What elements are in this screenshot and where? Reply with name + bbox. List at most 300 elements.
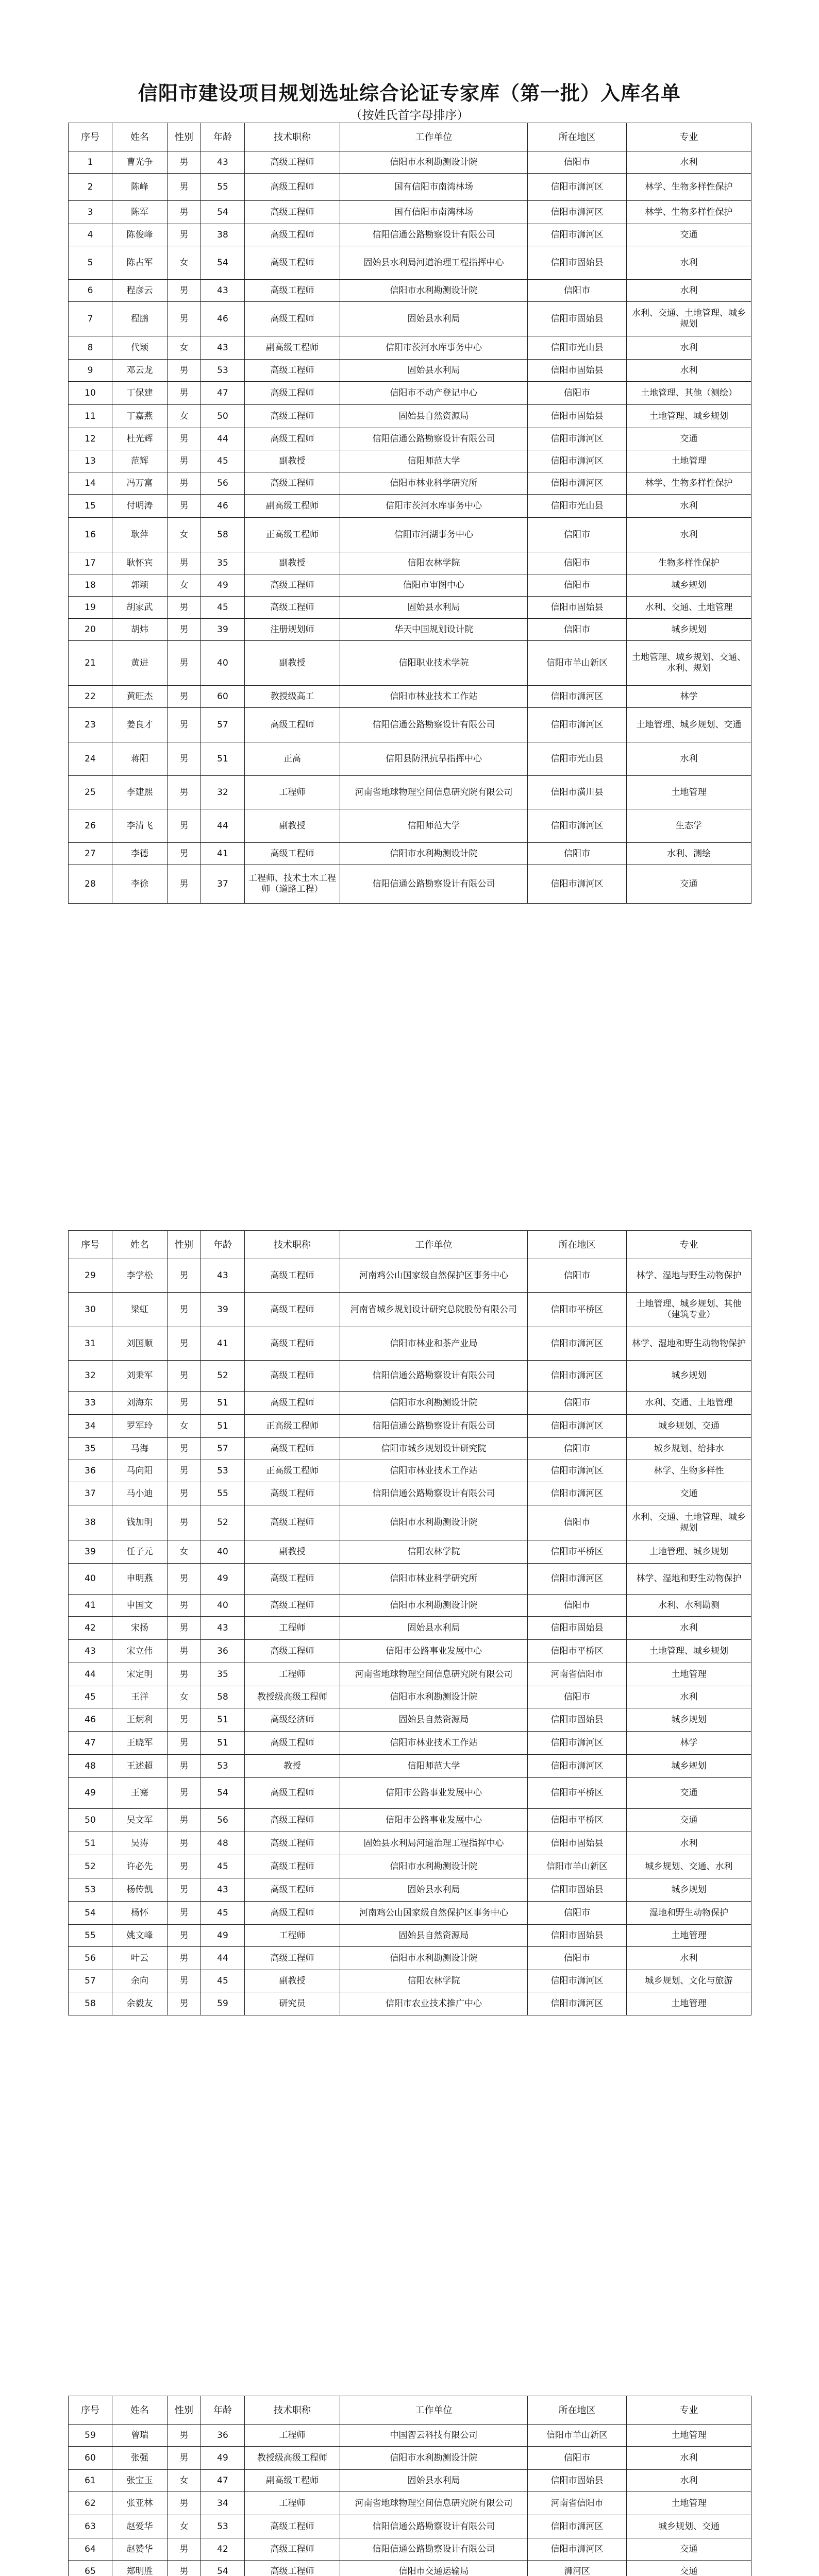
cell-title: 正高 xyxy=(245,742,340,776)
cell-index: 48 xyxy=(69,1755,112,1778)
cell-employer: 信阳县防汛抗旱指挥中心 xyxy=(340,742,528,776)
cell-title: 高级工程师 xyxy=(245,1564,340,1595)
cell-name: 郭颖 xyxy=(112,574,168,597)
cell-age: 32 xyxy=(201,776,245,809)
table-row xyxy=(69,1663,751,1686)
cell-name: 李学松 xyxy=(112,1259,168,1293)
cell-age: 41 xyxy=(201,843,245,865)
cell-name: 李德 xyxy=(112,843,168,865)
cell-name: 郑明胜 xyxy=(112,2561,168,2576)
cell-region: 信阳市羊山新区 xyxy=(528,1855,627,1878)
cell-title: 副高级工程师 xyxy=(245,495,340,518)
table-row xyxy=(69,1992,751,2015)
cell-title: 高级工程师 xyxy=(245,1640,340,1663)
cell-name: 代颖 xyxy=(112,336,168,360)
cell-age: 52 xyxy=(201,1505,245,1540)
table-row xyxy=(69,201,751,224)
table-row xyxy=(69,1855,751,1878)
cell-specialty: 土地管理、其他（测绘） xyxy=(627,382,751,405)
table-row xyxy=(69,1732,751,1755)
cell-name: 丁保建 xyxy=(112,382,168,405)
cell-index: 41 xyxy=(69,1595,112,1617)
cell-age: 37 xyxy=(201,865,245,904)
cell-specialty: 土地管理、城乡规划、交通 xyxy=(627,708,751,742)
cell-region: 信阳市浉河区 xyxy=(528,2538,627,2561)
cell-specialty: 生物多样性保护 xyxy=(627,552,751,574)
cell-name: 陈占军 xyxy=(112,246,168,280)
cell-age: 56 xyxy=(201,1809,245,1832)
cell-gender: 男 xyxy=(168,174,201,201)
cell-name: 马小迪 xyxy=(112,1482,168,1505)
cell-employer: 固始县水利局河道治理工程指挥中心 xyxy=(340,1832,528,1855)
cell-region: 信阳市平桥区 xyxy=(528,1293,627,1327)
cell-name: 王洋 xyxy=(112,1686,168,1708)
cell-gender: 男 xyxy=(168,1878,201,1902)
cell-gender: 女 xyxy=(168,574,201,597)
cell-index: 7 xyxy=(69,302,112,336)
column-header-index: 序号 xyxy=(69,2396,112,2425)
cell-age: 36 xyxy=(201,2425,245,2447)
cell-index: 52 xyxy=(69,1855,112,1878)
cell-title: 高级工程师 xyxy=(245,2515,340,2538)
cell-gender: 男 xyxy=(168,2538,201,2561)
cell-index: 60 xyxy=(69,2447,112,2470)
cell-age: 52 xyxy=(201,1361,245,1392)
cell-specialty: 水利 xyxy=(627,336,751,360)
cell-index: 27 xyxy=(69,843,112,865)
cell-region: 信阳市 xyxy=(528,1947,627,1970)
cell-specialty: 水利 xyxy=(627,2470,751,2492)
table-row xyxy=(69,597,751,619)
cell-index: 37 xyxy=(69,1482,112,1505)
cell-index: 34 xyxy=(69,1415,112,1438)
cell-title: 副教授 xyxy=(245,1970,340,1992)
cell-gender: 男 xyxy=(168,428,201,450)
cell-name: 张亚林 xyxy=(112,2492,168,2515)
cell-region: 信阳市浉河区 xyxy=(528,865,627,904)
cell-name: 李清飞 xyxy=(112,809,168,843)
cell-title: 教授级高级工程师 xyxy=(245,1686,340,1708)
cell-age: 40 xyxy=(201,641,245,686)
table-row xyxy=(69,336,751,360)
cell-gender: 女 xyxy=(168,2515,201,2538)
cell-index: 24 xyxy=(69,742,112,776)
cell-gender: 男 xyxy=(168,1595,201,1617)
cell-name: 王騫 xyxy=(112,1778,168,1809)
cell-specialty: 水利、交通、土地管理 xyxy=(627,597,751,619)
cell-title: 高级工程师 xyxy=(245,1259,340,1293)
cell-name: 许必先 xyxy=(112,1855,168,1878)
cell-employer: 固始县自然资源局 xyxy=(340,405,528,428)
cell-title: 高级工程师 xyxy=(245,224,340,246)
cell-title: 工程师 xyxy=(245,1663,340,1686)
cell-index: 61 xyxy=(69,2470,112,2492)
cell-employer: 华天中国规划设计院 xyxy=(340,619,528,641)
table-row xyxy=(69,619,751,641)
cell-region: 河南省信阳市 xyxy=(528,2492,627,2515)
cell-region: 信阳市浉河区 xyxy=(528,1482,627,1505)
table-row xyxy=(69,1970,751,1992)
cell-age: 38 xyxy=(201,224,245,246)
column-header-title: 技术职称 xyxy=(245,1231,340,1259)
cell-index: 26 xyxy=(69,809,112,843)
cell-age: 43 xyxy=(201,151,245,174)
cell-specialty: 土地管理、城乡规划 xyxy=(627,1640,751,1663)
cell-specialty: 水利 xyxy=(627,1617,751,1640)
cell-name: 蒋阳 xyxy=(112,742,168,776)
table-row xyxy=(69,382,751,405)
cell-region: 信阳市光山县 xyxy=(528,336,627,360)
cell-name: 王晓军 xyxy=(112,1732,168,1755)
cell-specialty: 土地管理 xyxy=(627,1925,751,1947)
cell-index: 40 xyxy=(69,1564,112,1595)
table-row xyxy=(69,246,751,280)
cell-title: 副高级工程师 xyxy=(245,336,340,360)
column-header-specialty: 专业 xyxy=(627,1231,751,1259)
cell-gender: 男 xyxy=(168,843,201,865)
cell-employer: 信阳市水利勘测设计院 xyxy=(340,1505,528,1540)
cell-title: 高级工程师 xyxy=(245,2538,340,2561)
cell-gender: 男 xyxy=(168,280,201,302)
cell-gender: 男 xyxy=(168,641,201,686)
cell-title: 高级工程师 xyxy=(245,574,340,597)
cell-employer: 中国智云科技有限公司 xyxy=(340,2425,528,2447)
cell-specialty: 城乡规划、交通、水利 xyxy=(627,1855,751,1878)
column-header-region: 所在地区 xyxy=(528,1231,627,1259)
cell-age: 35 xyxy=(201,552,245,574)
column-header-name: 姓名 xyxy=(112,123,168,151)
cell-gender: 男 xyxy=(168,495,201,518)
cell-name: 张宝玉 xyxy=(112,2470,168,2492)
cell-gender: 男 xyxy=(168,472,201,495)
cell-age: 48 xyxy=(201,1832,245,1855)
table-row xyxy=(69,1361,751,1392)
cell-employer: 信阳信通公路勘察设计有限公司 xyxy=(340,1361,528,1392)
table-row xyxy=(69,708,751,742)
cell-title: 高级工程师 xyxy=(245,1595,340,1617)
table-row xyxy=(69,552,751,574)
cell-specialty: 土地管理、城乡规划、交通、水利、规划 xyxy=(627,641,751,686)
cell-employer: 信阳信通公路勘察设计有限公司 xyxy=(340,428,528,450)
cell-specialty: 林学 xyxy=(627,686,751,708)
cell-name: 范辉 xyxy=(112,450,168,472)
cell-employer: 信阳市公路事业发展中心 xyxy=(340,1778,528,1809)
table-row xyxy=(69,2470,751,2492)
cell-employer: 信阳市水利勘测设计院 xyxy=(340,280,528,302)
cell-age: 53 xyxy=(201,2515,245,2538)
cell-region: 信阳市 xyxy=(528,1392,627,1415)
cell-index: 15 xyxy=(69,495,112,518)
cell-gender: 男 xyxy=(168,1778,201,1809)
table-row xyxy=(69,1564,751,1595)
cell-index: 5 xyxy=(69,246,112,280)
cell-index: 18 xyxy=(69,574,112,597)
cell-region: 信阳市固始县 xyxy=(528,1617,627,1640)
cell-specialty: 交通 xyxy=(627,1809,751,1832)
cell-gender: 女 xyxy=(168,405,201,428)
cell-specialty: 城乡规划、交通 xyxy=(627,2515,751,2538)
cell-age: 49 xyxy=(201,1925,245,1947)
cell-specialty: 交通 xyxy=(627,224,751,246)
cell-gender: 男 xyxy=(168,1832,201,1855)
cell-index: 17 xyxy=(69,552,112,574)
cell-region: 信阳市浉河区 xyxy=(528,1327,627,1361)
cell-employer: 信阳市农业技术推广中心 xyxy=(340,1992,528,2015)
cell-employer: 固始县水利局 xyxy=(340,2470,528,2492)
column-header-employer: 工作单位 xyxy=(340,123,528,151)
table-row xyxy=(69,1617,751,1640)
cell-specialty: 水利、交通、土地管理、城乡规划 xyxy=(627,302,751,336)
cell-employer: 信阳职业技术学院 xyxy=(340,641,528,686)
table-row xyxy=(69,1902,751,1925)
cell-age: 45 xyxy=(201,1855,245,1878)
cell-name: 程彦云 xyxy=(112,280,168,302)
cell-employer: 信阳市水利勘测设计院 xyxy=(340,1392,528,1415)
cell-title: 正高级工程师 xyxy=(245,1460,340,1482)
table-row xyxy=(69,1327,751,1361)
cell-specialty: 城乡规划、交通 xyxy=(627,1415,751,1438)
cell-gender: 男 xyxy=(168,1947,201,1970)
cell-specialty: 林学、生物多样性保护 xyxy=(627,201,751,224)
cell-title: 高级工程师 xyxy=(245,1482,340,1505)
cell-index: 16 xyxy=(69,518,112,552)
cell-age: 47 xyxy=(201,382,245,405)
cell-employer: 河南鸡公山国家级自然保护区事务中心 xyxy=(340,1902,528,1925)
cell-title: 高级工程师 xyxy=(245,472,340,495)
column-header-specialty: 专业 xyxy=(627,2396,751,2425)
cell-gender: 男 xyxy=(168,201,201,224)
cell-title: 高级工程师 xyxy=(245,1855,340,1878)
cell-gender: 女 xyxy=(168,1415,201,1438)
cell-region: 信阳市平桥区 xyxy=(528,1778,627,1809)
cell-age: 43 xyxy=(201,280,245,302)
cell-region: 信阳市平桥区 xyxy=(528,1640,627,1663)
cell-index: 25 xyxy=(69,776,112,809)
cell-specialty: 水利 xyxy=(627,246,751,280)
cell-specialty: 生态学 xyxy=(627,809,751,843)
cell-age: 43 xyxy=(201,1617,245,1640)
cell-index: 42 xyxy=(69,1617,112,1640)
cell-index: 38 xyxy=(69,1505,112,1540)
cell-index: 8 xyxy=(69,336,112,360)
cell-region: 信阳市固始县 xyxy=(528,597,627,619)
cell-specialty: 土地管理 xyxy=(627,450,751,472)
cell-region: 信阳市浉河区 xyxy=(528,2515,627,2538)
cell-age: 49 xyxy=(201,2447,245,2470)
cell-employer: 信阳市水利勘测设计院 xyxy=(340,1947,528,1970)
cell-name: 赵爱华 xyxy=(112,2515,168,2538)
cell-age: 53 xyxy=(201,360,245,382)
cell-region: 河南省信阳市 xyxy=(528,1663,627,1686)
cell-employer: 国有信阳市南湾林场 xyxy=(340,174,528,201)
cell-employer: 信阳市林业技术工作站 xyxy=(340,1460,528,1482)
table-row xyxy=(69,360,751,382)
cell-index: 12 xyxy=(69,428,112,450)
cell-employer: 信阳信通公路勘察设计有限公司 xyxy=(340,2538,528,2561)
cell-specialty: 林学、湿地和野生动物物保护 xyxy=(627,1327,751,1361)
cell-age: 45 xyxy=(201,1902,245,1925)
cell-index: 57 xyxy=(69,1970,112,1992)
cell-employer: 固始县自然资源局 xyxy=(340,1708,528,1732)
cell-gender: 男 xyxy=(168,2492,201,2515)
cell-title: 副教授 xyxy=(245,1540,340,1564)
table-row xyxy=(69,742,751,776)
cell-specialty: 水利、交通、土地管理 xyxy=(627,1392,751,1415)
cell-age: 47 xyxy=(201,2470,245,2492)
cell-employer: 信阳信通公路勘察设计有限公司 xyxy=(340,865,528,904)
cell-title: 工程师 xyxy=(245,2425,340,2447)
cell-gender: 女 xyxy=(168,518,201,552)
cell-name: 钱加明 xyxy=(112,1505,168,1540)
table-header-row xyxy=(69,2396,751,2425)
cell-specialty: 水利 xyxy=(627,280,751,302)
cell-age: 55 xyxy=(201,1482,245,1505)
cell-region: 信阳市浉河区 xyxy=(528,1732,627,1755)
cell-title: 工程师、技术土木工程师（道路工程） xyxy=(245,865,340,904)
table-row xyxy=(69,1415,751,1438)
cell-age: 49 xyxy=(201,574,245,597)
cell-specialty: 城乡规划 xyxy=(627,619,751,641)
cell-region: 信阳市平桥区 xyxy=(528,1809,627,1832)
cell-gender: 男 xyxy=(168,1438,201,1460)
cell-gender: 男 xyxy=(168,1902,201,1925)
cell-region: 信阳市 xyxy=(528,843,627,865)
column-header-region: 所在地区 xyxy=(528,123,627,151)
cell-employer: 信阳市水利勘测设计院 xyxy=(340,1686,528,1708)
cell-region: 信阳市浉河区 xyxy=(528,450,627,472)
cell-specialty: 林学、湿地和野生动物保护 xyxy=(627,1564,751,1595)
cell-specialty: 水利 xyxy=(627,518,751,552)
cell-gender: 男 xyxy=(168,1564,201,1595)
cell-specialty: 交通 xyxy=(627,2538,751,2561)
cell-gender: 男 xyxy=(168,865,201,904)
cell-name: 宋定明 xyxy=(112,1663,168,1686)
page-title: 信阳市建设项目规划选址综合论证专家库（第一批）入库名单 xyxy=(138,82,681,105)
cell-age: 59 xyxy=(201,1992,245,2015)
cell-region: 信阳市浉河区 xyxy=(528,201,627,224)
cell-specialty: 交通 xyxy=(627,1778,751,1809)
column-header-age: 年龄 xyxy=(201,123,245,151)
cell-specialty: 城乡规划 xyxy=(627,1755,751,1778)
cell-region: 信阳市浉河区 xyxy=(528,1361,627,1392)
cell-region: 信阳市 xyxy=(528,151,627,174)
cell-index: 62 xyxy=(69,2492,112,2515)
cell-region: 信阳市光山县 xyxy=(528,742,627,776)
table-row xyxy=(69,1640,751,1663)
cell-region: 浉河区 xyxy=(528,2561,627,2576)
column-header-index: 序号 xyxy=(69,1231,112,1259)
table-row xyxy=(69,1293,751,1327)
cell-region: 信阳市浉河区 xyxy=(528,174,627,201)
cell-index: 33 xyxy=(69,1392,112,1415)
cell-employer: 信阳师范大学 xyxy=(340,450,528,472)
cell-region: 信阳市 xyxy=(528,1505,627,1540)
cell-specialty: 城乡规划、给排水 xyxy=(627,1438,751,1460)
column-header-gender: 性别 xyxy=(168,123,201,151)
cell-title: 正高级工程师 xyxy=(245,518,340,552)
cell-name: 耿怀宾 xyxy=(112,552,168,574)
cell-name: 付明涛 xyxy=(112,495,168,518)
table-row xyxy=(69,1392,751,1415)
cell-title: 高级工程师 xyxy=(245,1392,340,1415)
cell-age: 45 xyxy=(201,597,245,619)
cell-age: 46 xyxy=(201,302,245,336)
cell-age: 46 xyxy=(201,495,245,518)
cell-index: 45 xyxy=(69,1686,112,1708)
cell-age: 45 xyxy=(201,1970,245,1992)
cell-employer: 信阳市林业和茶产业局 xyxy=(340,1327,528,1361)
cell-title: 副教授 xyxy=(245,552,340,574)
cell-title: 高级工程师 xyxy=(245,382,340,405)
cell-title: 高级工程师 xyxy=(245,1947,340,1970)
cell-region: 信阳市潢川县 xyxy=(528,776,627,809)
cell-index: 44 xyxy=(69,1663,112,1686)
cell-gender: 男 xyxy=(168,1327,201,1361)
cell-title: 高级工程师 xyxy=(245,2561,340,2576)
cell-name: 杜光辉 xyxy=(112,428,168,450)
cell-index: 14 xyxy=(69,472,112,495)
table-row xyxy=(69,2447,751,2470)
column-header-region: 所在地区 xyxy=(528,2396,627,2425)
cell-age: 41 xyxy=(201,1327,245,1361)
cell-index: 64 xyxy=(69,2538,112,2561)
cell-age: 51 xyxy=(201,1415,245,1438)
cell-gender: 男 xyxy=(168,1708,201,1732)
cell-name: 张强 xyxy=(112,2447,168,2470)
cell-employer: 固始县自然资源局 xyxy=(340,1925,528,1947)
cell-title: 高级工程师 xyxy=(245,201,340,224)
cell-specialty: 林学、生物多样性 xyxy=(627,1460,751,1482)
cell-age: 51 xyxy=(201,1392,245,1415)
cell-age: 56 xyxy=(201,472,245,495)
table-row xyxy=(69,472,751,495)
cell-gender: 男 xyxy=(168,2561,201,2576)
cell-index: 47 xyxy=(69,1732,112,1755)
cell-name: 杨传凯 xyxy=(112,1878,168,1902)
cell-age: 54 xyxy=(201,246,245,280)
cell-specialty: 林学、湿地与野生动物保护 xyxy=(627,1259,751,1293)
cell-name: 叶云 xyxy=(112,1947,168,1970)
table-row xyxy=(69,2561,751,2576)
cell-age: 57 xyxy=(201,1438,245,1460)
table-row xyxy=(69,2515,751,2538)
cell-name: 李徐 xyxy=(112,865,168,904)
cell-region: 信阳市固始县 xyxy=(528,302,627,336)
cell-region: 信阳市羊山新区 xyxy=(528,641,627,686)
column-header-specialty: 专业 xyxy=(627,123,751,151)
cell-specialty: 水利 xyxy=(627,360,751,382)
cell-region: 信阳市固始县 xyxy=(528,1878,627,1902)
table-row xyxy=(69,809,751,843)
cell-gender: 男 xyxy=(168,382,201,405)
cell-region: 信阳市羊山新区 xyxy=(528,2425,627,2447)
cell-age: 49 xyxy=(201,1564,245,1595)
cell-employer: 河南鸡公山国家级自然保护区事务中心 xyxy=(340,1259,528,1293)
cell-employer: 固始县水利局河道治理工程指挥中心 xyxy=(340,246,528,280)
cell-gender: 男 xyxy=(168,2447,201,2470)
cell-title: 高级工程师 xyxy=(245,405,340,428)
table-row xyxy=(69,302,751,336)
cell-specialty: 水利 xyxy=(627,1832,751,1855)
cell-specialty: 城乡规划 xyxy=(627,1878,751,1902)
cell-index: 23 xyxy=(69,708,112,742)
table-row xyxy=(69,2425,751,2447)
cell-region: 信阳市浉河区 xyxy=(528,809,627,843)
cell-title: 高级工程师 xyxy=(245,1902,340,1925)
cell-age: 44 xyxy=(201,428,245,450)
cell-employer: 信阳市城乡规划设计研究院 xyxy=(340,1438,528,1460)
cell-title: 高级工程师 xyxy=(245,1832,340,1855)
